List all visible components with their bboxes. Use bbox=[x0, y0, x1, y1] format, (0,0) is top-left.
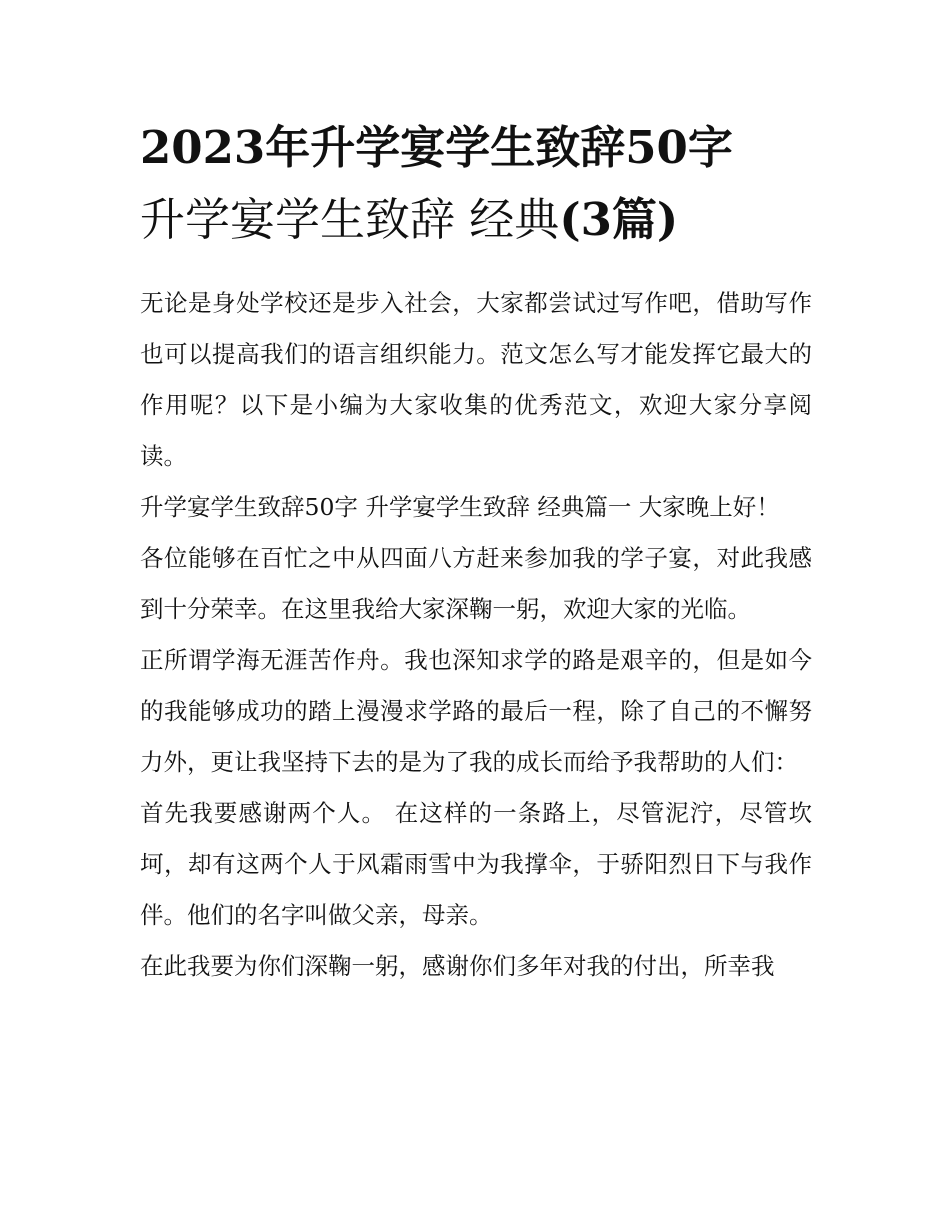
title-line-2: 升学宴学生致辞 经典(3篇) bbox=[140, 193, 679, 246]
body-paragraph: 各位能够在百忙之中从四面八方赶来参加我的学子宴，对此我感到十分荣幸。在这里我给大家深鞠一躬，欢迎大家的光临。 bbox=[140, 544, 812, 623]
title-line-1: 2023年升学宴学生致辞50字 bbox=[140, 121, 733, 174]
body-paragraph: 在此我要为你们深鞠一躬，感谢你们多年对我的付出，所幸我 bbox=[140, 952, 775, 980]
body-paragraph: 首先我要感谢两个人。 在这样的一条路上，尽管泥泞，尽管坎坷，却有这两个人于风霜雨雪中为我撑伞，于骄阳烈日下与我作伴。他们的名字叫做父亲，母亲。 bbox=[140, 799, 812, 929]
section-heading-paragraph: 升学宴学生致辞50字 升学宴学生致辞 经典篇一 大家晚上好！ bbox=[140, 493, 780, 521]
body-paragraph: 正所谓学海无涯苦作舟。我也深知求学的路是艰辛的，但是如今的我能够成功的踏上漫漫求学路的最后一程，除了自己的不懈努力外，更让我坚持下去的是为了我的成长而给予我帮助的人们： bbox=[140, 646, 812, 776]
document-title bbox=[140, 112, 812, 256]
intro-paragraph: 无论是身处学校还是步入社会，大家都尝试过写作吧，借助写作也可以提高我们的语言组织能力。范文怎么写才能发挥它最大的作用呢？以下是小编为大家收集的优秀范文，欢迎大家分享阅读。 bbox=[140, 289, 812, 470]
document-page bbox=[140, 112, 812, 992]
